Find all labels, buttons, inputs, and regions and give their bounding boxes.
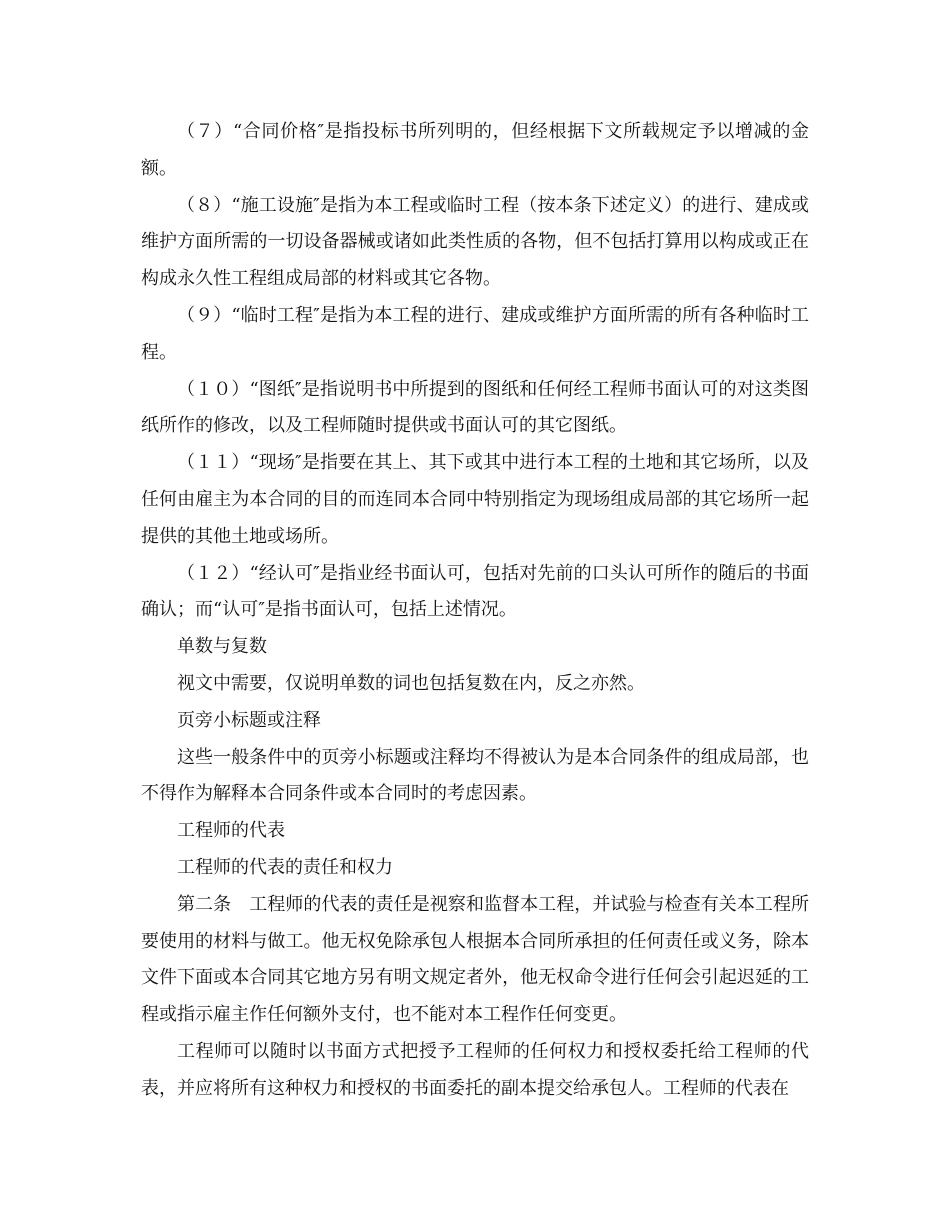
paragraph-clause-10: （１０）“图纸″是指说明书中所提到的图纸和任何经工程师书面认可的对这类图纸所作的修改，以及工程师随时提供或书面认可的其它图纸。 <box>141 378 809 437</box>
paragraph-clause-11: （１１）“现场″是指要在其上、其下或其中进行本工程的土地和其它场所，以及任何由雇主为本合同的目的而连同本合同中特别指定为现场组成局部的其它场所一起提供的其他土地或场所。 <box>141 452 809 547</box>
document-page <box>141 114 809 1108</box>
heading-singular-plural: 单数与复数 <box>177 636 267 658</box>
paragraph-marginal-notes: 这些一般条件中的页旁小标题或注释均不得被认为是本合同条件的组成局部，也不得作为解释本合同条件或本合同时的考虑因素。 <box>141 746 809 805</box>
heading-representative-duties: 工程师的代表的责任和权力 <box>177 856 393 878</box>
paragraph-article-2: 第二条 工程师的代表的责任是视察和监督本工程，并试验与检查有关本工程所要使用的材料与做工。他无权免除承包人根据本合同所承担的任何责任或义务，除本文件下面或本合同其它地方另有明文规定者外，他无权命令进行任何会引起迟延的工程或指示雇主作任何额外支付，也不能对本工程作任何变更。 <box>141 893 809 1026</box>
paragraph-singular-plural: 视文中需要，仅说明单数的词也包括复数在内，反之亦然。 <box>177 672 645 694</box>
heading-engineer-representative: 工程师的代表 <box>177 820 285 842</box>
paragraph-clause-8: （８）“施工设施″是指为本工程或临时工程（按本条下述定义）的进行、建成或维护方面所需的一切设备器械或诸如此类性质的各物，但不包括打算用以构成或正在构成永久性工程组成局部的材料或其它各物。 <box>141 194 809 290</box>
paragraph-clause-7: （７）“合同价格″是指投标书所列明的，但经根据下文所载规定予以增减的金额。 <box>141 121 809 179</box>
heading-marginal-notes: 页旁小标题或注释 <box>177 709 321 731</box>
paragraph-clause-9: （９）“临时工程″是指为本工程的进行、建成或维护方面所需的所有各种临时工程。 <box>141 304 809 363</box>
paragraph-clause-12: （１２）“经认可″是指业经书面认可，包括对先前的口头认可所作的随后的书面确认；而“认可″是指书面认可，包括上述情况。 <box>141 562 809 621</box>
paragraph-delegation: 工程师可以随时以书面方式把授予工程师的任何权力和授权委托给工程师的代表，并应将所有这种权力和授权的书面委托的副本提交给承包人。工程师的代表在 <box>141 1040 809 1099</box>
